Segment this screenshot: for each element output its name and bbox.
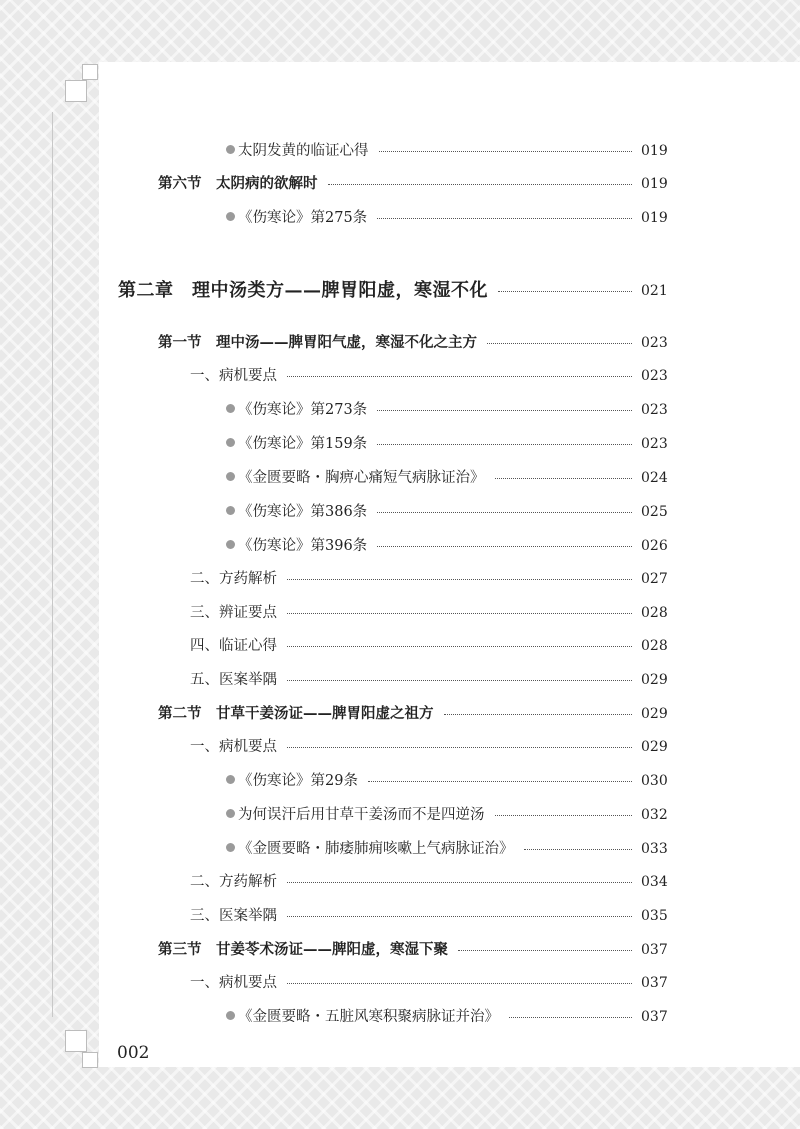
toc-entry-page: 025 bbox=[641, 504, 668, 520]
toc-entry-title: 四、临证心得 bbox=[190, 633, 283, 659]
toc-entry-page: 033 bbox=[641, 841, 668, 857]
toc-entry-title: 第六节 太阴病的欲解时 bbox=[158, 171, 324, 197]
dot-leader bbox=[377, 410, 632, 411]
toc-entry[interactable] bbox=[0, 533, 800, 559]
toc-entry-page: 037 bbox=[641, 1009, 668, 1025]
toc-entry[interactable] bbox=[0, 330, 800, 356]
toc-entry-title: 《金匮要略・肺痿肺痈咳嗽上气病脉证治》 bbox=[226, 836, 520, 862]
toc-entry-title: 第一节 理中汤——脾胃阳气虚，寒湿不化之主方 bbox=[158, 330, 483, 356]
toc-entry-page: 032 bbox=[641, 807, 668, 823]
toc-entry[interactable] bbox=[0, 903, 800, 929]
dot-leader bbox=[495, 815, 632, 816]
toc-entry[interactable] bbox=[0, 836, 800, 862]
toc-entry-title: 第三节 甘姜苓术汤证——脾阳虚，寒湿下聚 bbox=[158, 937, 454, 963]
toc-entry-page: 027 bbox=[641, 571, 668, 587]
toc-entry-page: 034 bbox=[641, 874, 668, 890]
toc-entry-page: 028 bbox=[641, 638, 668, 654]
toc-entry-page: 030 bbox=[641, 773, 668, 789]
toc-entry-title: 一、病机要点 bbox=[190, 970, 283, 996]
corner-ornament-bottom-outer bbox=[65, 1030, 87, 1052]
corner-ornament-top-inner bbox=[82, 64, 98, 80]
dot-leader bbox=[377, 444, 632, 445]
toc-entry[interactable] bbox=[0, 937, 800, 963]
toc-entry-page: 019 bbox=[641, 143, 668, 159]
toc-entry[interactable] bbox=[0, 363, 800, 389]
dot-leader bbox=[287, 613, 632, 614]
toc-entry-title: 为何误汗后用甘草干姜汤而不是四逆汤 bbox=[226, 802, 491, 828]
toc-entry-page: 029 bbox=[641, 706, 668, 722]
toc-entry-title: 二、方药解析 bbox=[190, 566, 283, 592]
toc-entry[interactable] bbox=[0, 171, 800, 197]
toc-entry-page: 023 bbox=[641, 402, 668, 418]
dot-leader bbox=[444, 714, 632, 715]
corner-ornament-top-outer bbox=[65, 80, 87, 102]
toc-entry-page: 037 bbox=[641, 975, 668, 991]
toc-entry-page: 029 bbox=[641, 739, 668, 755]
toc-entry-title: 第二节 甘草干姜汤证——脾胃阳虚之祖方 bbox=[158, 701, 440, 727]
toc-entry[interactable] bbox=[0, 397, 800, 423]
page-number: 002 bbox=[117, 1043, 150, 1063]
toc-entry-title: 三、辨证要点 bbox=[190, 600, 283, 626]
toc-entry[interactable] bbox=[0, 465, 800, 491]
toc-entry[interactable] bbox=[0, 667, 800, 693]
dot-leader bbox=[495, 478, 632, 479]
dot-leader bbox=[524, 849, 632, 850]
toc-entry-page: 023 bbox=[641, 436, 668, 452]
toc-entry-title: 《伤寒论》第275条 bbox=[226, 205, 373, 231]
toc-entry[interactable] bbox=[0, 701, 800, 727]
toc-entry-page: 019 bbox=[641, 176, 668, 192]
toc-entry[interactable] bbox=[0, 138, 800, 164]
dot-leader bbox=[487, 343, 632, 344]
toc-entry-page: 026 bbox=[641, 538, 668, 554]
toc-entry-title: 太阴发黄的临证心得 bbox=[226, 138, 375, 164]
dot-leader bbox=[379, 151, 632, 152]
toc-entry-page: 035 bbox=[641, 908, 668, 924]
toc-entry[interactable] bbox=[0, 802, 800, 828]
dot-leader bbox=[377, 512, 632, 513]
dot-leader bbox=[458, 950, 632, 951]
toc-entry-page: 021 bbox=[641, 283, 668, 299]
dot-leader bbox=[287, 376, 632, 377]
toc-entry-title: 《金匮要略・胸痹心痛短气病脉证治》 bbox=[226, 465, 491, 491]
dot-leader bbox=[287, 579, 632, 580]
toc-chapter-entry[interactable] bbox=[0, 275, 800, 307]
dot-leader bbox=[509, 1017, 632, 1018]
corner-ornament-bottom-inner bbox=[82, 1052, 98, 1068]
dot-leader bbox=[287, 646, 632, 647]
toc-entry[interactable] bbox=[0, 734, 800, 760]
toc-entry-title: 《伤寒论》第386条 bbox=[226, 499, 373, 525]
toc-entry[interactable] bbox=[0, 431, 800, 457]
toc-entry-page: 023 bbox=[641, 335, 668, 351]
toc-entry-page: 024 bbox=[641, 470, 668, 486]
toc-entry-page: 028 bbox=[641, 605, 668, 621]
toc-chapter-title: 第二章 理中汤类方——脾胃阳虚，寒湿不化 bbox=[118, 275, 494, 307]
toc-entry[interactable] bbox=[0, 768, 800, 794]
toc-entry-title: 《伤寒论》第273条 bbox=[226, 397, 373, 423]
toc-entry[interactable] bbox=[0, 869, 800, 895]
toc-entry-title: 一、病机要点 bbox=[190, 734, 283, 760]
toc-entry-title: 《伤寒论》第396条 bbox=[226, 533, 373, 559]
toc-entry-title: 一、病机要点 bbox=[190, 363, 283, 389]
toc-entry[interactable] bbox=[0, 1004, 800, 1030]
toc-entry-title: 二、方药解析 bbox=[190, 869, 283, 895]
toc-entry-title: 《金匮要略・五脏风寒积聚病脉证并治》 bbox=[226, 1004, 505, 1030]
toc-entry-page: 037 bbox=[641, 942, 668, 958]
toc-entry[interactable] bbox=[0, 600, 800, 626]
dot-leader bbox=[328, 184, 632, 185]
toc-entry-title: 《伤寒论》第29条 bbox=[226, 768, 364, 794]
toc-entry-title: 五、医案举隅 bbox=[190, 667, 283, 693]
dot-leader bbox=[377, 546, 632, 547]
toc-entry[interactable] bbox=[0, 633, 800, 659]
dot-leader bbox=[287, 680, 632, 681]
toc-entry-title: 三、医案举隅 bbox=[190, 903, 283, 929]
dot-leader bbox=[287, 983, 632, 984]
toc-entry[interactable] bbox=[0, 970, 800, 996]
toc-entry[interactable] bbox=[0, 499, 800, 525]
dot-leader bbox=[287, 882, 632, 883]
toc-entry[interactable] bbox=[0, 205, 800, 231]
toc-entry-page: 023 bbox=[641, 368, 668, 384]
toc-entry-title: 《伤寒论》第159条 bbox=[226, 431, 373, 457]
dot-leader bbox=[287, 747, 632, 748]
dot-leader bbox=[287, 916, 632, 917]
dot-leader bbox=[498, 291, 632, 292]
dot-leader bbox=[377, 218, 632, 219]
toc-entry[interactable] bbox=[0, 566, 800, 592]
dot-leader bbox=[368, 781, 632, 782]
toc-entry-page: 029 bbox=[641, 672, 668, 688]
toc-entry-page: 019 bbox=[641, 210, 668, 226]
